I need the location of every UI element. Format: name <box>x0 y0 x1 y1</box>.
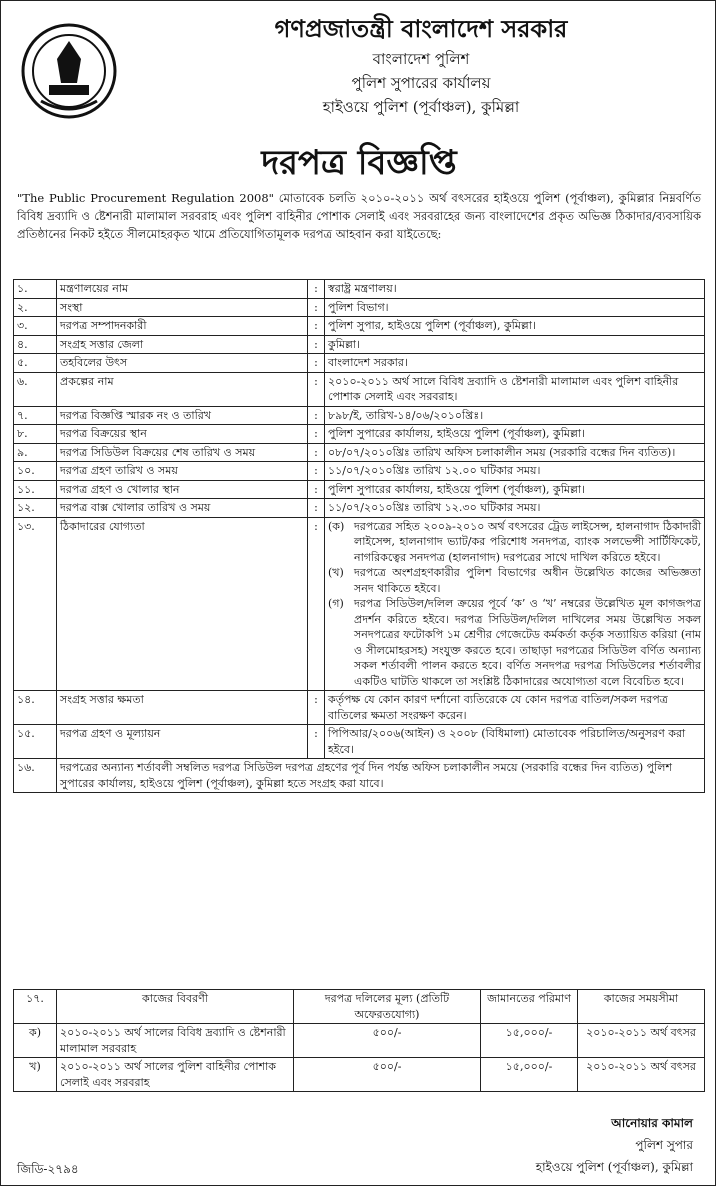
qualification-item: (গ) দরপত্র সিডিউল/দলিল ক্রয়ের পূর্বে ‘ক’ ও ‘খ’ নম্বরের উল্লেখিত মূল কাগজপত্র প্রদর্শন করিতে হইবে। দরপত্র সিডিউল/দলিল দাখিলের সময় উল্লেখিত সকল সনদপত্রের ফটোকপি ১ম শ্রেণীর গেজেটেড কর্মকর্তা কর্তৃক সত্যায়িত করিয়া (নাম ও সীলমোহরসহ) সংযুক্ত করতে হবে। তাছাড়া দরপত্রের সিডিউল বর্ণিত অন্যান্য সকল শর্তাবলী পালন করতে হবে। বর্ণিত সনদপত্র দরপত্র সিডিউলের শর্তাবলীর একটিও ঘাটতি থাকলে তা সংশ্লিষ্ট ঠিকাদারের অযোগ্যতা বলে বিবেচিত হবে। <box>328 597 701 688</box>
table-header-row: ১৭. কাজের বিবরণী দরপত্র দলিলের মূল্য (প্রতিটি অফেরতযোগ্য) জামানতের পরিমাণ কাজের সময়সীমা <box>14 990 705 1024</box>
qualification-row: ১৩. ঠিকাদারের যোগ্যতা : (ক) দরপত্রের সহিত ২০০৯-২০১০ অর্থ বৎসরের ট্রেড লাইসেন্স, হালনাগাদ ঠিকাদারী লাইসেন্স, হালনাগাদ ভ্যাট/কর পরিশোধ সনদপত্র, ব্যাংক সলভেন্সী সার্টিফিকেট, নাগরিকত্বের সনদপত্র (হালনাগাদ) দরপত্রের সাথে দাখিল করিতে হইবে। (খ) দরপত্রে অংশগ্রহণকারীর পুলিশ বিভাগের অধীন উল্লেখিত কাজের অভিজ্ঞতা সনদ থাকিতে হইবে। (গ) দরপত্র সিডিউল/দলিল ক্রয়ের পূর্বে ‘ক’ ও ‘খ’ নম্বরের উল্লেখিত মূল কাগজপত্র প্রদর্শন করিতে হইবে। দরপত্র সিডিউল/দলিল দাখিলের সময় উল্লেখিত সকল সনদপত্রের ফটোকপি ১ম শ্রেণীর গেজেটেড কর্মকর্তা কর্তৃক সত্যায়িত করিয়া (নাম ও সীলমোহরসহ) সংযুক্ত করতে হবে। তাছাড়া দরপত্রের সিডিউল বর্ণিত অন্যান্য সকল শর্তাবলী পালন করতে হবে। বর্ণিত সনদপত্র দরপত্র সিডিউলের শর্তাবলীর একটিও ঘাটতি থাকলে তা সংশ্লিষ্ট ঠিকাদারের অযোগ্যতা বলে বিবেচিত হবে। <box>14 517 705 691</box>
table-row: ১০. দরপত্র গ্রহণ তারিখ ও সময় : ১১/০৭/২০১০খ্রিঃ তারিখ ১২.০০ ঘটিকার সময়। <box>14 462 705 481</box>
tender-details-table <box>13 279 705 793</box>
signatory-name: আনোয়ার কামাল <box>611 1116 693 1130</box>
table-row: ১৫. দরপত্র গ্রহণ ও মূল্যায়ন : পিপিআর/২০০৬(আইন) ও ২০০৮ (বিধিমালা) মোতাবেক পরিচালিত/অনুসরণ করা হইবে। <box>14 725 705 759</box>
work-items-table <box>13 989 705 1092</box>
table-row: ৪. সংগ্রহ সত্তার জেলা : কুমিল্লা। <box>14 335 705 354</box>
table-row: ১২. দরপত্র বাক্স খোলার তারিখ ও সময় : ১১/০৭/২০১০খ্রিঃ তারিখ ১২.৩০ ঘটিকার সময়। <box>14 499 705 518</box>
table-row: ১৪. সংগ্রহ সত্তার ক্ষমতা : কর্তৃপক্ষ যে কোন কারণ দর্শানো ব্যতিরেকে যে কোন দরপত্র বাতিল/সকল দরপত্র বাতিলের ক্ষমতা সংরক্ষণ করেন। <box>14 691 705 725</box>
qualification-item: (ক) দরপত্রের সহিত ২০০৯-২০১০ অর্থ বৎসরের ট্রেড লাইসেন্স, হালনাগাদ ঠিকাদারী লাইসেন্স, হালনাগাদ ভ্যাট/কর পরিশোধ সনদপত্র, ব্যাংক সলভেন্সী সার্টিফিকেট, নাগরিকত্বের সনদপত্র (হালনাগাদ) দরপত্রের সাথে দাখিল করিতে হইবে। <box>328 519 701 564</box>
govt-title: গণপ্রজাতন্ত্রী বাংলাদেশ সরকার <box>274 14 568 43</box>
table-row: ৯. দরপত্র সিডিউল বিক্রয়ের শেষ তারিখ ও সময় : ০৮/০৭/২০১০খ্রিঃ তারিখ অফিস চলাকালীন সময় (সরকারি বন্ধের দিন ব্যতিত)। <box>14 443 705 462</box>
gd-code: জিডি-২৭৯৪ <box>17 1162 79 1176</box>
table-row: ৬. প্রকল্পের নাম : ২০১০-২০১১ অর্থ সালে বিবিধ দ্রব্যাদি ও ষ্টেশনারী মালামাল এবং পুলিশ বাহিনীর পোশাক সেলাই এবং সরবরাহ। <box>14 372 705 406</box>
dept-title: বাংলাদেশ পুলিশ <box>372 50 470 68</box>
qualification-item: (খ) দরপত্রে অংশগ্রহণকারীর পুলিশ বিভাগের অধীন উল্লেখিত কাজের অভিজ্ঞতা সনদ থাকিতে হইবে। <box>328 566 701 595</box>
location-title: হাইওয়ে পুলিশ (পূর্বাঞ্চল), কুমিল্লা <box>322 98 520 116</box>
signatory-office: হাইওয়ে পুলিশ (পূর্বাঞ্চল), কুমিল্লা <box>535 1160 693 1174</box>
table-row: ৭. দরপত্র বিজ্ঞপ্তি স্মারক নং ও তারিখ : ৮৯৮/ই, তারিখ-১৪/০৬/২০১০খ্রিঃ। <box>14 406 705 425</box>
intro-paragraph: "The Public Procurement Regulation 2008" মোতাবেক চলতি ২০১০-২০১১ অর্থ বৎসরের হাইওয়ে পুলিশ (পূর্বাঞ্চল), কুমিল্লার নিম্নবর্ণিত বিবিধ দ্রব্যাদি ও ষ্টেশনারী মালামাল সরবরাহ এবং পুলিশ বাহিনীর পোশাক সেলাই এবং সরবরাহের জন্য বাংলাদেশের প্রকৃত অভিজ্ঞ ঠিকাদার/ব্যবসায়িক প্রতিষ্ঠানের নিকট হইতে সীলমোহরকৃত খামে প্রতিযোগিতামূলক দরপত্র আহবান করা যাইতেছে: <box>17 191 701 241</box>
table-row: ২. সংস্থা : পুলিশ বিভাগ। <box>14 298 705 317</box>
signatory-title: পুলিশ সুপার <box>635 1138 693 1152</box>
table-row: ১৬. দরপত্রের অন্যান্য শর্তাবলী সম্বলিত দরপত্র সিডিউল দরপত্র গ্রহণের পূর্ব দিন পর্যন্ত অফিস চলাকালীন সময়ে (সরকারি বন্ধের দিন ব্যতিত) পুলিশ সুপারের কার্যালয়, হাইওয়ে পুলিশ (পূর্বাঞ্চল), কুমিল্লা হতে সংগ্রহ করা যাবে। <box>14 759 705 793</box>
table-row: ৮. দরপত্র বিক্রয়ের স্থান : পুলিশ সুপারের কার্যালয়, হাইওয়ে পুলিশ (পূর্বাঞ্চল), কুমিল্লা। <box>14 425 705 444</box>
police-emblem-icon <box>19 21 119 121</box>
table-row: খ) ২০১০-২০১১ অর্থ সালের পুলিশ বাহিনীর পোশাক সেলাই এবং সরবরাহ ৫০০/- ১৫,০০০/- ২০১০-২০১১ অর্থ বৎসর <box>14 1058 705 1092</box>
table-row: ৫. তহবিলের উৎস : বাংলাদেশ সরকার। <box>14 354 705 373</box>
table-row: ৩. দরপত্র সম্পাদনকারী : পুলিশ সুপার, হাইওয়ে পুলিশ (পূর্বাঞ্চল), কুমিল্লা। <box>14 317 705 336</box>
notice-title: দরপত্র বিজ্ঞপ্তি <box>261 143 457 183</box>
table-row: ১. মন্ত্রণালয়ের নাম : স্বরাষ্ট্র মন্ত্রণালয়। <box>14 280 705 299</box>
office-title: পুলিশ সুপারের কার্যালয় <box>351 74 491 92</box>
table-row: ১১. দরপত্র গ্রহণ ও খোলার স্থান : পুলিশ সুপারের কার্যালয়, হাইওয়ে পুলিশ (পূর্বাঞ্চল), কুমিল্লা। <box>14 480 705 499</box>
table-row: ক) ২০১০-২০১১ অর্থ সালের বিবিধ দ্রব্যাদি ও ষ্টেশনারী মালামাল সরবরাহ ৫০০/- ১৫,০০০/- ২০১০-২০১১ অর্থ বৎসর <box>14 1024 705 1058</box>
